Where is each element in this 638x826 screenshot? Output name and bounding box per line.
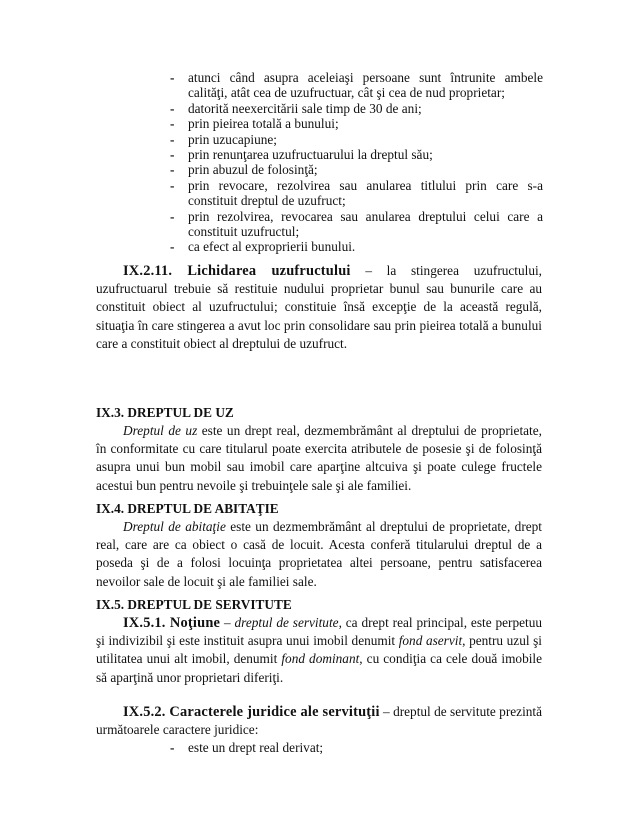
bullet-dash: -: [170, 100, 175, 116]
bullet-dash: -: [170, 162, 175, 178]
bullet-dash: -: [170, 116, 175, 132]
list-item: - prin revocare, rezolvirea sau anularea titlului prin care s-a constituit dreptul de uzufruct;: [170, 177, 543, 209]
bullet-dash: -: [170, 70, 175, 85]
list-item: - prin pieirea totală a bunului;: [170, 116, 339, 132]
bullet-dash: -: [170, 239, 175, 255]
lichidarea-paragraph: IX.2.11. Lichidarea uzufructului – la stingerea uzufructului, uzufructuarul trebuie să restituie nudului proprietar bunul sau bunurile care au constituit obiect al uzufructului; constituie însă excepţie de la această regulă, situaţia în care stingerea a avut loc prin consolidare sau prin pieirea totală a bunului care a constituit obiect al dreptului de uzufruct.: [96, 263, 543, 351]
abitatie-paragraph: Dreptul de abitaţie este un dezmembrământ al dreptului de proprietate, drept real, care are ca obiect o casă de locuit. Acesta conferă titularului dreptul de a poseda şi de a folosi locuinţa proprietatea altei persoane, pentru satisfacerea nevoilor sale de locuit şi ale familiei sale.: [96, 519, 542, 589]
bullet-dash: -: [170, 740, 175, 756]
list-item: - atunci când asupra aceleiaşi persoane sunt întrunite ambele calităţi, atât cea de uzufructuar, cât şi cea de nud proprietar;: [170, 70, 543, 101]
bullet-dash: -: [170, 177, 175, 193]
list-item: - prin abuzul de folosinţă;: [170, 162, 318, 178]
list-item: - prin uzucapiune;: [170, 131, 277, 147]
subsection-heading: IX.5.2. Caracterele juridice ale servituţii: [123, 704, 380, 720]
section-title-servitute: IX.5. DREPTUL DE SERVITUTE: [96, 597, 292, 612]
defined-term: Dreptul de abitaţie: [123, 519, 226, 534]
bullet-dash: -: [170, 131, 175, 147]
defined-term: Dreptul de uz: [123, 423, 198, 438]
bullet-dash: -: [170, 147, 175, 163]
list-item: - prin rezolvirea, revocarea sau anularea dreptului celui care a constituit uzufructul;: [170, 208, 543, 240]
list-item: - ca efect al exproprierii bunului.: [170, 239, 356, 255]
subsection-heading: IX.2.11. Lichidarea uzufructului: [123, 263, 351, 279]
subsection-heading: IX.5.1. Noţiune: [123, 615, 221, 631]
list-item: - datorită neexercitării sale timp de 30 de ani;: [170, 100, 422, 116]
bullet-dash: -: [170, 208, 175, 224]
servitute-notiune-paragraph: IX.5.1. Noţiune – dreptul de servitute, ca drept real principal, este perpetuu şi indivizibil şi este instituit asupra unui imobil denumit fond aservit, pentru uzul şi utilitatea unui alt imobil, denumit fond dominant, cu condiţia ca cele două imobile să aparţină unor proprietari diferiţi.: [96, 615, 543, 685]
section-title-uz: IX.3. DREPTUL DE UZ: [96, 405, 234, 420]
list-item: - prin renunţarea uzufructuarului la dreptul său;: [170, 147, 433, 163]
section-title-abitatie: IX.4. DREPTUL DE ABITAŢIE: [96, 501, 279, 516]
uz-paragraph: Dreptul de uz este un drept real, dezmembrământ al dreptului de proprietate, în conformitate cu care titularul poate exercita atributele de posesie şi de folosinţă asupra unui bun mobil sau imobil care aparţine altcuiva şi poate culege fructele acestui bun pentru nevoile şi trebuinţele sale şi ale familiei.: [96, 423, 542, 493]
caractere-paragraph: IX.5.2. Caracterele juridice ale servituţii – dreptul de servitute prezintă următoarele caractere juridice: - este un drept real derivat;: [96, 703, 542, 758]
list-item: - este un drept real derivat;: [96, 739, 542, 757]
extinction-list: [0, 70, 638, 255]
